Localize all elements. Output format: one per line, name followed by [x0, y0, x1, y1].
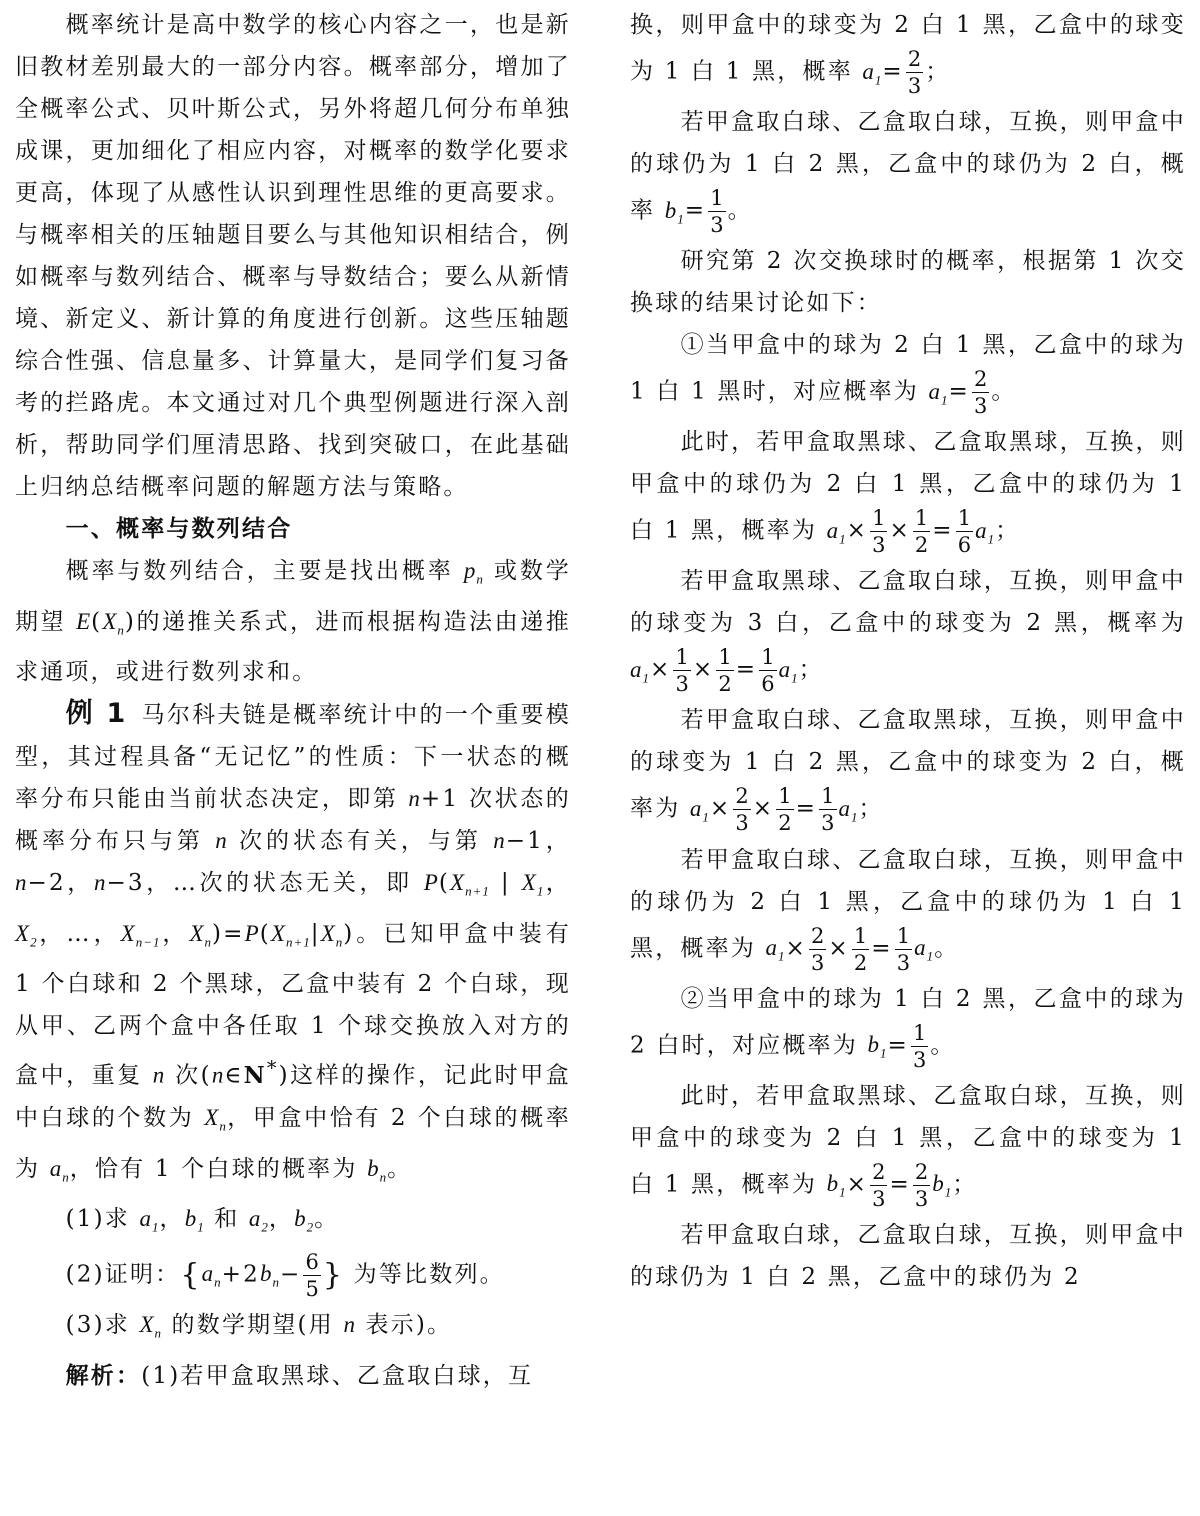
variable-subscript: 1: [851, 809, 859, 825]
fraction-numerator: 1: [957, 506, 972, 531]
variable-symbol: n: [343, 1311, 356, 1337]
fraction-numerator: 1: [710, 186, 724, 211]
fraction-numerator: 1: [872, 506, 886, 531]
math-variable: [204, 1105, 227, 1134]
fraction: [303, 1249, 320, 1302]
paragraph: [15, 550, 571, 693]
paragraph: [630, 1075, 1186, 1214]
variable-subscript: 1: [879, 1045, 888, 1061]
variable-symbol: b: [932, 1171, 945, 1197]
text-run: 。: [934, 935, 960, 962]
fraction-numerator: 2: [974, 367, 988, 392]
text-run: 此时，若甲盒取黑球、乙盒取黑球，互换，则甲盒中的球仍为 2 白 1 黑，乙盒中的球仍为 1 白 1 黑，概率为: [630, 429, 1186, 544]
variable-symbol: X: [521, 870, 537, 896]
fraction-denominator: 3: [907, 74, 922, 98]
variable-subscript: n: [117, 622, 125, 638]
fraction: [852, 923, 869, 976]
variable-subscript: n+1: [465, 883, 490, 899]
paragraph: [630, 421, 1186, 560]
text-run: ，: [544, 870, 571, 897]
fraction-numerator: 1: [896, 923, 911, 948]
text-run: ；: [995, 517, 1021, 544]
fraction-denominator: 2: [778, 811, 792, 836]
text-run: =: [795, 795, 818, 822]
variable-subscript: 1: [987, 531, 996, 547]
variable-subscript: 2: [261, 1219, 269, 1235]
text-run: |: [310, 920, 321, 947]
text-run: 研究第 2 次交换球时的概率，根据第 1 次交换球的结果讨论如下：: [630, 248, 1186, 317]
fraction: [870, 505, 887, 558]
variable-subscript: 2: [306, 1219, 315, 1235]
text-run: 马尔科夫链是概率统计中的一个重要模型，其过程具备“无记忆”的性质：下一状态的概率分布只能由当前状态决定，即第: [15, 702, 571, 813]
text-run: 为等比数列。: [344, 1261, 505, 1288]
fraction-denominator: 3: [974, 394, 988, 419]
variable-symbol: a: [630, 656, 643, 682]
paragraph: [630, 560, 1186, 699]
text-run: ，: [159, 1206, 185, 1233]
text-run: 。: [314, 1206, 340, 1233]
fraction-denominator: 3: [872, 1186, 886, 1211]
text-run: =: [735, 656, 758, 683]
math-variable: [463, 558, 484, 587]
variable-symbol: E: [76, 608, 92, 634]
variable-symbol: a: [975, 517, 988, 543]
math-variable: [120, 920, 161, 950]
variable-subscript: 1: [151, 1219, 160, 1235]
fraction: [716, 644, 733, 697]
variable-symbol: X: [15, 920, 31, 946]
paragraph: [630, 240, 1186, 324]
variable-symbol: a: [778, 656, 792, 682]
text-run: =: [932, 517, 954, 544]
variable-symbol: P: [423, 870, 439, 896]
set-symbol: [243, 1056, 279, 1090]
variable-subscript: 1: [941, 392, 949, 408]
text-run: =: [887, 1032, 909, 1059]
math-variable: [630, 656, 650, 686]
brace-symbol: {: [180, 1257, 202, 1293]
paragraph: [630, 839, 1186, 978]
variable-symbol: b: [259, 1261, 273, 1287]
paragraph: [15, 693, 571, 1198]
variable-subscript: 1: [642, 670, 650, 686]
text-run: =: [948, 378, 970, 405]
text-run: ②当甲盒中的球为 1 白 2 黑，乙盒中的球为 2 白时，对应概率为: [630, 985, 1186, 1059]
text-run: )的递推关系式，进而根据构造法由递推求通项，或进行数列求和。: [15, 608, 571, 686]
text-run: (: [259, 920, 271, 947]
variable-subscript: n: [214, 1274, 222, 1290]
text-run: 。: [930, 1032, 956, 1059]
paragraph: [630, 1214, 1186, 1298]
variable-symbol: n: [152, 1063, 166, 1089]
math-variable: [102, 608, 125, 638]
variable-subscript: 2: [30, 934, 38, 950]
math-variable: [450, 870, 490, 899]
variable-symbol: X: [450, 870, 466, 896]
text-run: ×: [752, 795, 775, 822]
math-variable: [424, 870, 439, 895]
math-variable: [367, 1155, 388, 1185]
math-variable: [778, 656, 799, 686]
math-variable: [153, 1063, 166, 1088]
fraction-denominator: 3: [821, 811, 835, 836]
variable-symbol: a: [765, 935, 779, 961]
fraction: [972, 366, 989, 419]
math-variable: [408, 786, 421, 811]
fraction-numerator: 1: [718, 645, 732, 670]
variable-subscript: n: [219, 1118, 227, 1134]
fraction: [809, 923, 826, 976]
fraction-denominator: 6: [957, 533, 972, 558]
text-run: )=: [212, 920, 245, 947]
variable-subscript: n: [476, 571, 484, 587]
fraction-numerator: 1: [912, 1020, 927, 1045]
text-run: −3，…次的状态无关，即: [106, 870, 424, 897]
variable-subscript: 1: [677, 211, 685, 227]
math-variable: [664, 197, 685, 227]
math-variable: [838, 795, 859, 825]
fraction-numerator: 2: [811, 923, 825, 948]
text-run: 一、概率与数列结合: [65, 516, 293, 542]
math-variable: [201, 1261, 222, 1290]
math-variable: [15, 920, 38, 950]
variable-subscript: n: [379, 1169, 388, 1185]
fraction-numerator: 2: [914, 1159, 929, 1184]
fraction: [956, 505, 973, 558]
variable-symbol: b: [867, 1032, 880, 1058]
math-variable: [294, 1206, 315, 1235]
variable-symbol: a: [862, 58, 875, 84]
text-run: 的数学期望(用: [162, 1311, 344, 1338]
fraction: [673, 644, 690, 697]
math-variable: [76, 609, 91, 634]
text-run: 次(: [165, 1063, 212, 1090]
math-variable: [521, 870, 545, 899]
fraction-denominator: 3: [896, 950, 911, 975]
math-variable: [689, 795, 710, 825]
fraction-numerator: 2: [907, 47, 922, 71]
paragraph: [630, 324, 1186, 421]
text-run: 若甲盒取白球、乙盒取黑球，互换，则甲盒中的球变为 1 白 2 黑，乙盒中的球变为 2 白，概率为: [630, 707, 1186, 822]
text-run: =: [889, 1171, 911, 1198]
text-run: )。已知甲盒中装有 1 个白球和 2 个黑球，乙盒中装有 2 个白球，现从甲、乙两个盒中各任取 1 个球交换放入对方的盒中，重复: [15, 920, 571, 1090]
math-variable: [139, 1311, 163, 1341]
text-run: ；: [858, 795, 884, 822]
math-variable: [245, 921, 260, 946]
text-run: 。: [727, 197, 753, 224]
variable-symbol: n: [93, 870, 107, 896]
text-run: )这样的操作，记此时甲盒中白球的个数为: [15, 1063, 572, 1132]
text-run: (1)若甲盒取黑球、乙盒取白球，互: [141, 1362, 534, 1389]
fraction-denominator: 3: [914, 1186, 929, 1211]
text-run: ，: [160, 920, 190, 947]
variable-subscript: 1: [791, 670, 799, 686]
variable-subscript: 1: [197, 1219, 205, 1235]
brace-symbol: }: [322, 1257, 345, 1293]
fraction: [895, 923, 912, 976]
text-run: (: [91, 608, 103, 635]
fraction: [913, 1159, 930, 1212]
math-variable: [343, 1312, 356, 1337]
math-variable: [212, 1063, 225, 1088]
fraction-numerator: 2: [735, 784, 749, 809]
text-run: ×: [828, 935, 850, 962]
right-column: [630, 4, 1186, 1298]
variable-symbol: p: [463, 558, 477, 583]
text-run: ×: [650, 656, 672, 683]
math-variable: [215, 828, 228, 853]
fraction-denominator: 3: [912, 1047, 927, 1072]
text-run: ∈: [224, 1063, 244, 1090]
variable-subscript: 1: [874, 72, 883, 88]
variable-symbol: X: [204, 1105, 220, 1131]
text-run: ，…，: [37, 920, 121, 947]
text-run: 概率与数列结合，主要是找出概率: [65, 558, 464, 584]
paragraph: [630, 4, 1186, 101]
text-run: =: [882, 58, 904, 85]
variable-symbol: b: [294, 1206, 307, 1232]
fraction-numerator: 1: [761, 645, 775, 670]
variable-symbol: a: [201, 1261, 215, 1287]
variable-symbol: n: [215, 828, 228, 854]
math-variable: [826, 1171, 847, 1200]
math-variable: [975, 517, 996, 547]
text-run: −2，: [27, 870, 94, 897]
math-variable: [139, 1206, 160, 1235]
solution-label: 解析：: [65, 1362, 142, 1389]
text-run: ①当甲盒中的球为 2 白 1 黑，乙盒中的球为 1 白 1 黑时，对应概率为: [630, 332, 1186, 405]
fraction-denominator: 5: [305, 1276, 319, 1301]
variable-symbol: X: [120, 920, 136, 946]
paragraph: [15, 1355, 571, 1397]
text-run: ×: [692, 656, 715, 683]
variable-symbol: b: [367, 1155, 380, 1181]
fraction-denominator: 3: [735, 811, 749, 836]
fraction: [776, 783, 793, 836]
math-variable: [270, 920, 311, 950]
text-run: 若甲盒取白球、乙盒取白球，互换，则甲盒中的球仍为 2 白 1 黑，乙盒中的球仍为 1 白 1 黑，概率为: [630, 846, 1186, 962]
variable-symbol: a: [838, 795, 851, 821]
text-run: ；: [952, 1171, 978, 1198]
text-run: 次的状态有关，与第: [227, 828, 494, 855]
fraction-numerator: 2: [872, 1159, 886, 1184]
text-run: ×: [846, 1171, 869, 1198]
fraction: [733, 783, 750, 836]
variable-subscript: 1: [944, 1184, 953, 1200]
fraction: [913, 505, 930, 558]
paragraph: [15, 4, 571, 508]
variable-symbol: a: [928, 378, 942, 404]
fraction-denominator: 3: [811, 950, 825, 975]
text-run: (3)求: [65, 1311, 140, 1338]
variable-symbol: b: [826, 1171, 840, 1197]
variable-subscript: n+1: [285, 934, 311, 950]
example-label: 例 1: [65, 698, 128, 730]
text-run: =: [684, 197, 707, 224]
variable-subscript: n: [154, 1325, 163, 1341]
paragraph: [630, 699, 1186, 838]
math-variable: [189, 920, 212, 950]
math-variable: [867, 1032, 888, 1061]
variable-symbol: a: [248, 1206, 262, 1232]
variable-subscript: n−1: [135, 934, 161, 950]
fraction: [906, 46, 923, 99]
variable-subscript: 1: [536, 883, 545, 899]
variable-symbol: a: [914, 935, 927, 961]
math-variable: [928, 378, 949, 408]
text-run: |: [489, 870, 522, 897]
text-run: −1，: [505, 828, 571, 855]
text-run: =: [871, 935, 893, 962]
variable-symbol: b: [664, 197, 678, 223]
variable-symbol: P: [244, 920, 260, 946]
variable-symbol: X: [139, 1311, 155, 1337]
variable-symbol: X: [320, 920, 336, 946]
fraction-denominator: 2: [914, 533, 929, 558]
variable-subscript: 1: [839, 531, 847, 547]
variable-subscript: n: [272, 1274, 280, 1290]
fraction-denominator: 3: [710, 213, 724, 238]
fraction-denominator: 3: [675, 672, 689, 697]
set-letter: N: [243, 1062, 267, 1090]
math-variable: [932, 1171, 953, 1200]
text-run: (: [438, 870, 451, 897]
variable-symbol: n: [15, 870, 28, 896]
fraction: [819, 783, 836, 836]
variable-symbol: a: [49, 1155, 63, 1181]
math-variable: [493, 828, 506, 853]
paragraph: [630, 101, 1186, 240]
math-variable: [862, 58, 883, 88]
variable-subscript: n: [335, 934, 344, 950]
text-run: 概率统计是高中数学的核心内容之一，也是新旧教材差别最大的一部分内容。概率部分，增加了全概率公式、贝叶斯公式，另外将超几何分布单独成课，更加细化了相应内容，对概率的数学化要求更高，体现了从感性认识到理性思维的更高要求。与概率相关的压轴题目要么与其他知识相结合，例如概率与数列结合、概率与导数结合；要么从新情境、新定义、新计算的角度进行创新。这些压轴题综合性强、信息量多、计算量大，是同学们复习备考的拦路虎。本文通过对几个典型例题进行深入剖析，帮助同学们厘清思路、找到突破口，在此基础上归纳总结概率问题的解题方法与策略。: [15, 12, 571, 500]
text-run: ×: [709, 795, 732, 822]
text-run: ×: [785, 935, 807, 962]
text-run: 换，则甲盒中的球变为 2 白 1 黑，乙盒中的球变为 1 白 1 黑，概率: [630, 12, 1186, 85]
text-run: 。: [387, 1155, 413, 1182]
variable-subscript: 1: [778, 948, 786, 964]
math-variable: [248, 1206, 269, 1235]
fraction: [911, 1020, 928, 1073]
fraction-denominator: 2: [853, 950, 868, 975]
text-run: ，: [268, 1206, 295, 1233]
math-variable: [94, 870, 107, 895]
variable-subscript: 1: [702, 809, 710, 825]
variable-symbol: X: [102, 608, 118, 634]
variable-symbol: n: [211, 1063, 225, 1089]
text-run: 若甲盒取白球，乙盒取白球，互换，则甲盒中的球仍为 1 白 2 黑，乙盒中的球仍为 2: [630, 1221, 1186, 1290]
section-heading: [15, 508, 571, 550]
variable-symbol: X: [270, 920, 286, 946]
paragraph: [15, 1249, 571, 1304]
text-run: +1 次状态的概率分布只与第: [15, 786, 571, 855]
text-run: ，甲盒中恰有 2 个白球的概率为: [15, 1105, 571, 1182]
text-run: 若甲盒取黑球、乙盒取白球，互换，则甲盒中的球变为 3 白，乙盒中的球变为 2 黑，概率为: [630, 568, 1186, 637]
variable-symbol: a: [139, 1206, 152, 1232]
text-run: (2)证明：: [65, 1261, 181, 1288]
text-run: ×: [846, 517, 869, 544]
text-run: 。: [991, 378, 1017, 405]
left-column: [15, 4, 571, 1397]
variable-symbol: X: [189, 920, 205, 946]
set-superscript: *: [266, 1056, 279, 1080]
text-run: −: [279, 1261, 302, 1288]
math-variable: [914, 935, 935, 964]
text-run: ；: [798, 656, 824, 683]
fraction: [708, 185, 725, 238]
math-variable: [184, 1206, 205, 1235]
text-run: ；: [925, 58, 951, 85]
variable-symbol: a: [689, 795, 703, 821]
text-run: 此时，若甲盒取黑球、乙盒取白球，互换，则甲盒中的球变为 2 白 1 黑，乙盒中的球变为 1 白 1 黑，概率为: [630, 1082, 1186, 1198]
text-run: 和: [204, 1206, 249, 1233]
text-run: 或数学期望: [15, 558, 571, 635]
math-variable: [15, 870, 28, 895]
fraction: [870, 1159, 887, 1212]
math-variable: [765, 935, 786, 964]
paragraph: [630, 978, 1186, 1075]
fraction-denominator: 3: [872, 533, 886, 558]
fraction-numerator: 1: [675, 645, 689, 670]
text-run: 表示)。: [355, 1311, 453, 1338]
variable-subscript: n: [62, 1169, 70, 1185]
variable-symbol: b: [184, 1206, 198, 1232]
paragraph: [15, 1304, 571, 1355]
variable-subscript: 1: [926, 948, 935, 964]
variable-symbol: n: [408, 786, 421, 812]
fraction-numerator: 1: [914, 506, 929, 531]
text-run: 若甲盒取白球、乙盒取白球，互换，则甲盒中的球仍为 1 白 2 黑，乙盒中的球仍为 2 白，概率: [630, 109, 1186, 224]
math-variable: [320, 920, 344, 950]
text-run: (1)求: [65, 1206, 140, 1233]
variable-symbol: n: [493, 828, 506, 854]
fraction-numerator: 1: [821, 784, 835, 809]
text-run: ，恰有 1 个白球的概率为: [69, 1155, 368, 1182]
fraction-numerator: 6: [305, 1249, 319, 1274]
fraction-numerator: 1: [778, 784, 792, 809]
math-variable: [49, 1155, 70, 1185]
variable-subscript: 1: [839, 1184, 847, 1200]
text-run: +2: [221, 1261, 260, 1288]
paragraph: [15, 1198, 571, 1249]
fraction-denominator: 2: [718, 672, 732, 697]
text-run: ×: [889, 517, 911, 544]
fraction-denominator: 6: [761, 672, 775, 697]
variable-symbol: a: [826, 517, 840, 543]
math-variable: [826, 517, 847, 547]
math-variable: [259, 1261, 280, 1290]
fraction: [759, 644, 776, 697]
fraction-numerator: 1: [853, 923, 868, 948]
variable-subscript: n: [204, 934, 212, 950]
